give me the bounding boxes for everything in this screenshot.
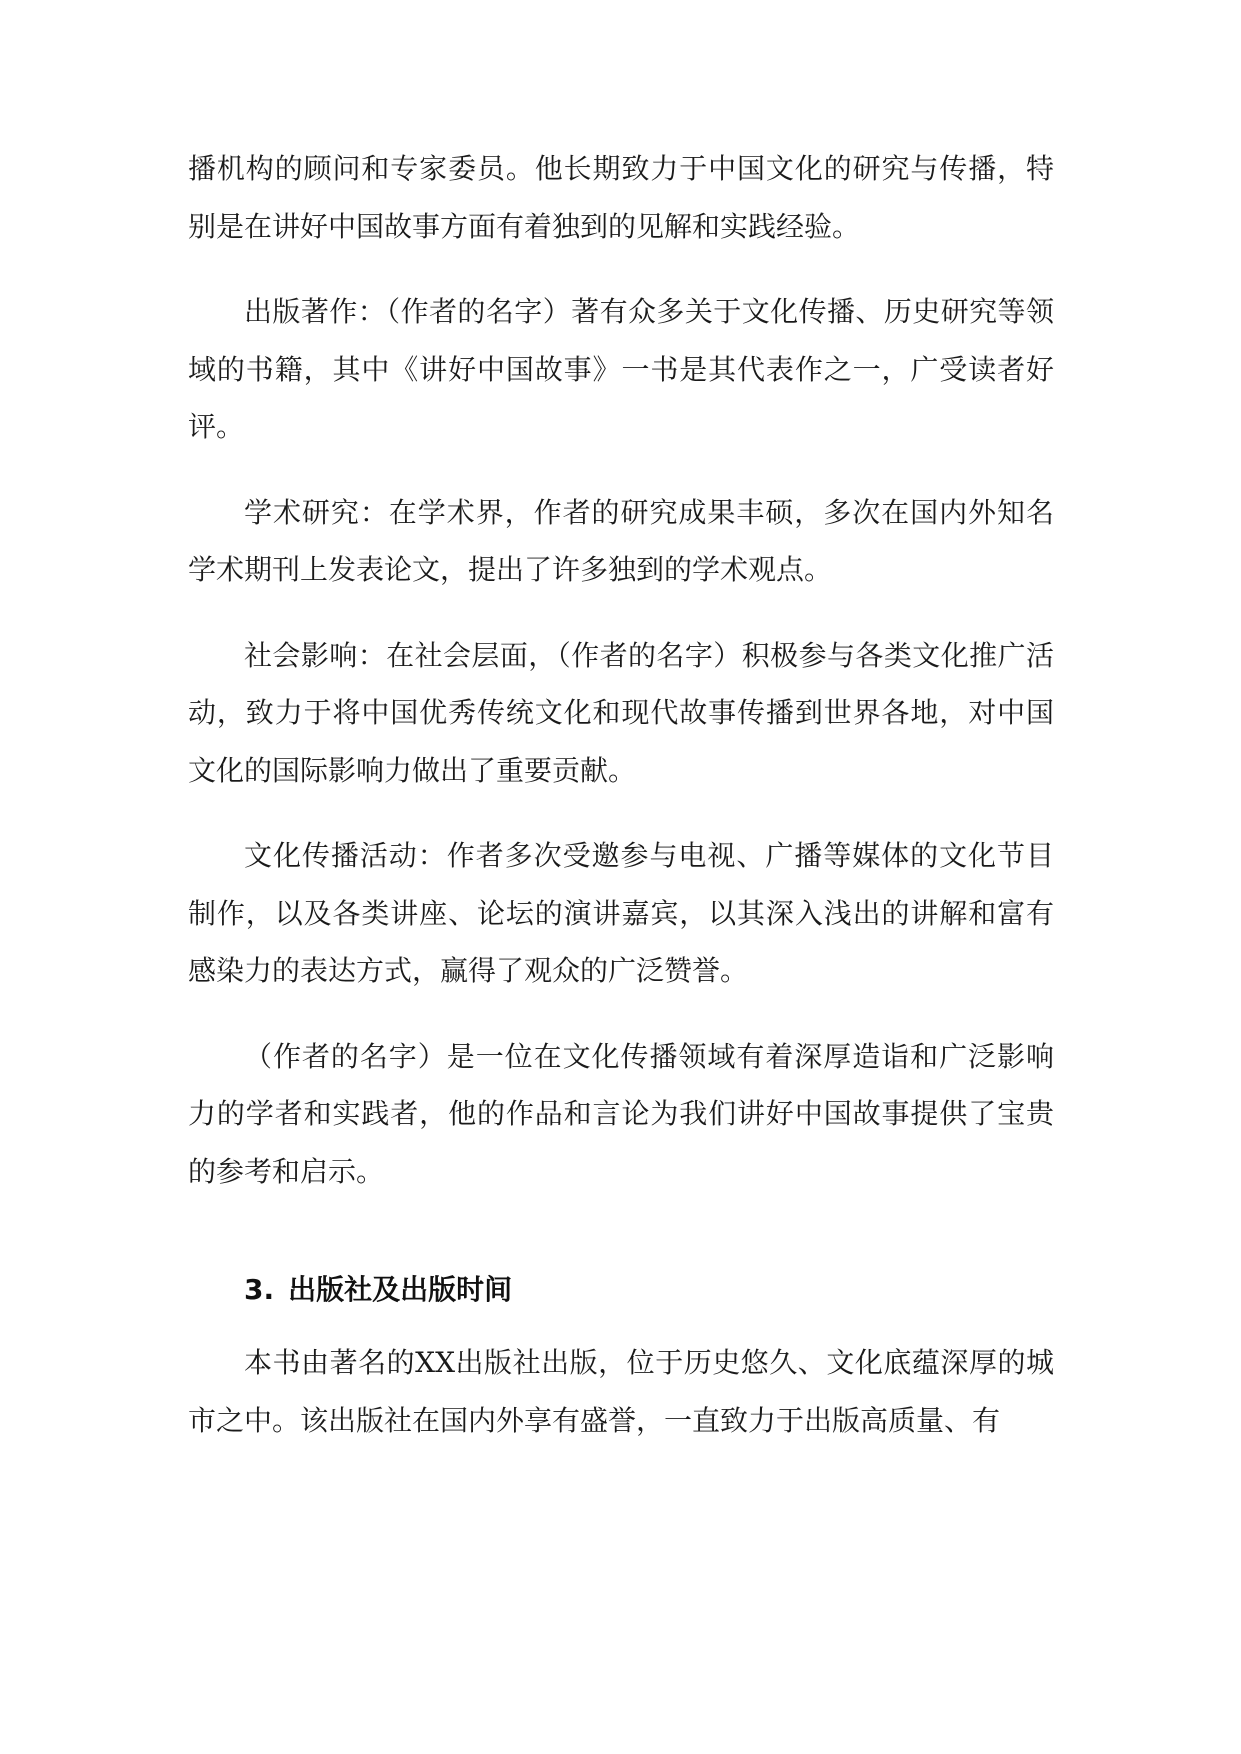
section-heading [188,1270,1054,1310]
paragraph-social-impact: 社会影响：在社会层面，（作者的名字）积极参与各类文化推广活动，致力于将中国优秀传统文化和现代故事传播到世界各地，对中国文化的国际影响力做出了重要贡献。 [188,638,1054,787]
paragraph-publisher: 本书由著名的XX出版社出版，位于历史悠久、文化底蕴深厚的城市之中。该出版社在国内外享有盛誉，一直致力于出版高质量、有 [188,1346,1054,1437]
paragraph-publications: 出版著作：（作者的名字）著有众多关于文化传播、历史研究等领域的书籍，其中《讲好中国故事》一书是其代表作之一，广受读者好评。 [188,295,1054,443]
paragraph-research: 学术研究：在学术界，作者的研究成果丰硕，多次在国内外知名学术期刊上发表论文，提出了许多独到的学术观点。 [188,495,1054,586]
paragraph-continued: 播机构的顾问和专家委员。他长期致力于中国文化的研究与传播，特别是在讲好中国故事方面有着独到的见解和实践经验。 [188,152,1054,243]
section-number: 3. [244,1273,275,1306]
document-body [188,140,1054,1477]
section-title: 出版社及出版时间 [288,1273,513,1306]
paragraph-summary: （作者的名字）是一位在文化传播领域有着深厚造诣和广泛影响力的学者和实践者，他的作品和言论为我们讲好中国故事提供了宝贵的参考和启示。 [188,1039,1054,1188]
paragraph-cultural-activities: 文化传播活动：作者多次受邀参与电视、广播等媒体的文化节目制作，以及各类讲座、论坛的演讲嘉宾，以其深入浅出的讲解和富有感染力的表达方式，赢得了观众的广泛赞誉。 [188,839,1054,987]
